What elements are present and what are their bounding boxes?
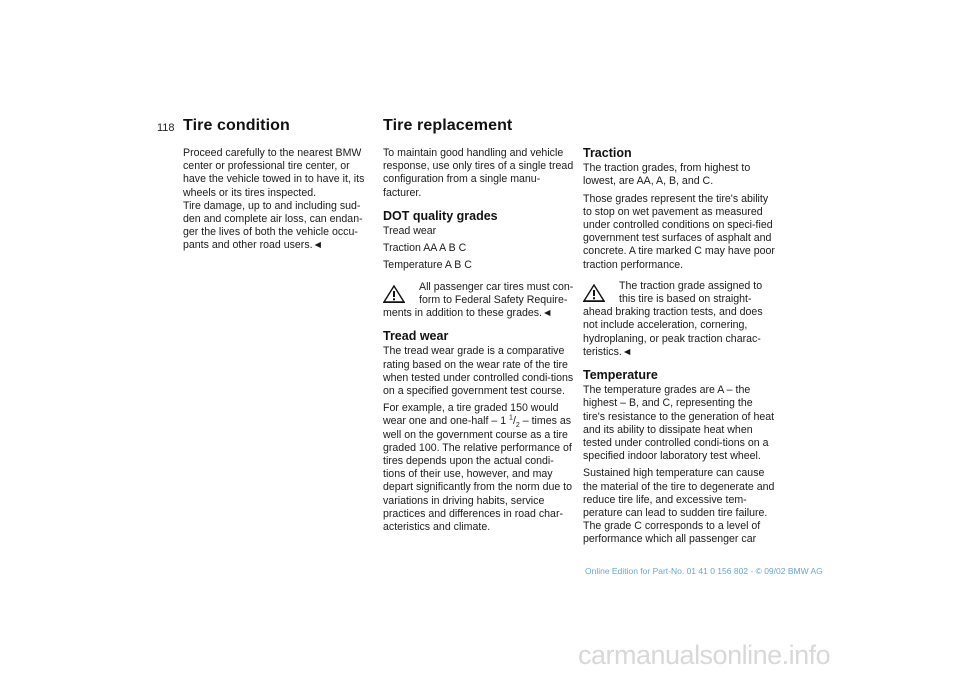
warning-triangle-icon — [583, 284, 605, 302]
warning-rest: ments in addition to these grades.◄ — [383, 307, 553, 320]
heading-tread-wear: Tread wear — [383, 329, 449, 344]
warning-line-2: this tire is based on straight- — [619, 293, 752, 306]
temperature-paragraph-2: Sustained high temperature can cause the material of the tire to degenerate and reduce tire life, and excessive tem-perature can lead to sudden tire failure. The grade C corresponds to a level of performance which all passenger car — [583, 467, 775, 546]
temperature-paragraph-1: The temperature grades are A – the highest – B, and C, representing the tire's resistance to the generation of heat and its ability to dissipate heat when tested under controlled condi-tions on a specified indoor laboratory test wheel. — [583, 384, 775, 463]
column-right — [583, 147, 775, 551]
warning-line-2: form to Federal Safety Require- — [419, 293, 568, 306]
column-middle — [383, 147, 575, 538]
footer-edition-note: Online Edition for Part-No. 01 41 0 156 802 - © 09/02 BMW AG — [585, 566, 823, 576]
watermark: carmanualsonline.info — [578, 640, 831, 670]
warning-triangle-icon — [383, 285, 405, 303]
dot-line-traction: Traction AA A B C — [383, 242, 467, 255]
heading-tire-condition: Tire condition — [183, 117, 290, 134]
tire-replacement-intro: To maintain good handling and vehicle response, use only tires of a single tread configuration from a single manu-facturer. — [383, 147, 574, 199]
warning-rest: ahead braking traction tests, and does not include acceleration, cornering, hydroplaning, or peak traction charac-teristics.◄ — [583, 306, 763, 358]
traction-paragraph-2: Those grades represent the tire's ability to stop on wet pavement as measured under controlled conditions on speci-fied government test surfaces of asphalt and concrete. A tire marked C may have poor traction performance. — [583, 192, 775, 271]
tread-wear-paragraph-2: For example, a tire graded 150 would wear one and one-half – 1 $^1/_2$ – times as well on the government course as a tire graded 100. The relative performance of tires depends upon the actual condi-tions of their use, however, and may depart significantly from the norm due to variations in driving habits, service practices and differences in road char-acteristics and climate. — [383, 402, 573, 534]
heading-traction: Traction — [583, 146, 632, 160]
dot-line-temperature: Temperature A B C — [383, 259, 472, 272]
warning-line-1: All passenger car tires must con- — [419, 280, 574, 293]
warning-note-federal-safety — [383, 281, 575, 321]
traction-paragraph-1: The traction grades, from highest to lowest, are AA, A, B, and C. — [583, 162, 751, 188]
heading-tire-replacement: Tire replacement — [383, 117, 513, 134]
column-left — [183, 147, 373, 257]
heading-temperature: Temperature — [583, 368, 658, 383]
dot-line-tread-wear: Tread wear — [383, 225, 437, 238]
page-number: 118 — [157, 122, 175, 134]
tire-condition-paragraph-2: Tire damage, up to and including sud-den and complete air loss, can endan-ger the lives of both the vehicle occu-pants and other road users.◄ — [183, 199, 363, 252]
warning-line-1: The traction grade assigned to — [619, 279, 763, 292]
warning-note-traction — [583, 280, 775, 359]
tread-wear-paragraph-1: The tread wear grade is a comparative rating based on the wear rate of the tire when tested under controlled condi-tions on a specified government test course. — [383, 345, 574, 398]
tire-condition-paragraph-1: Proceed carefully to the nearest BMW center or professional tire center, or have the vehicle towed in to have it, its wheels or its tires inspected. — [183, 147, 365, 199]
heading-dot-quality-grades: DOT quality grades — [383, 208, 498, 223]
